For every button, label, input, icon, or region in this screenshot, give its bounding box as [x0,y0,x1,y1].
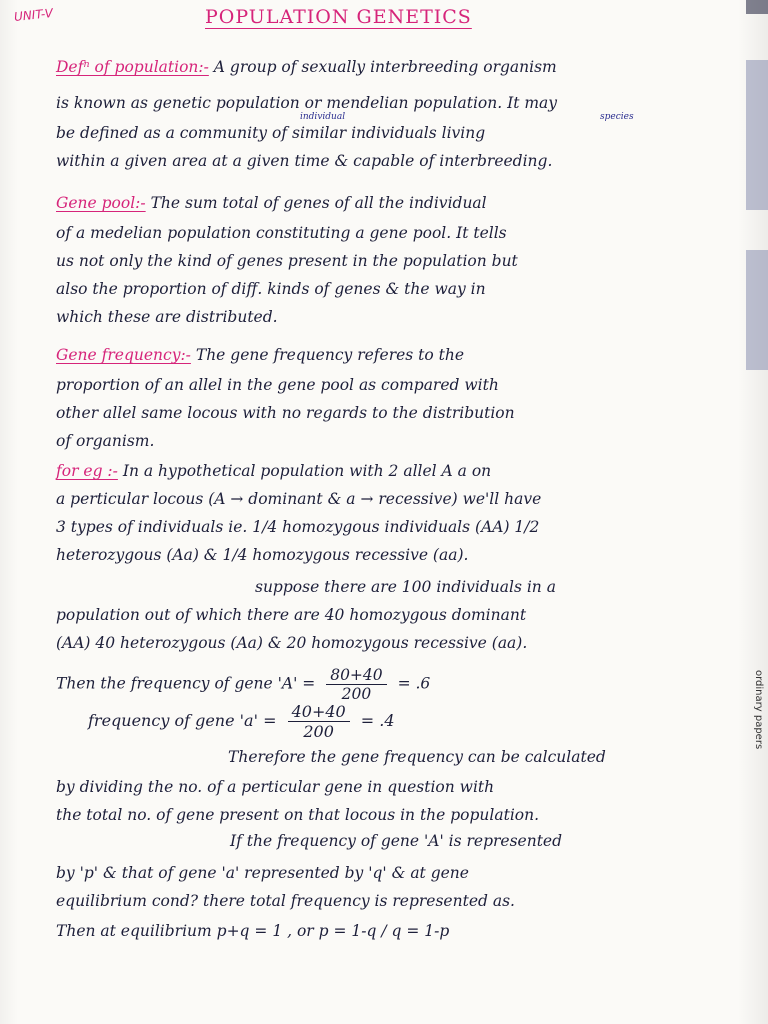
gene-pool-line-5: which these are distributed. [56,308,278,326]
example-text-1: In a hypothetical population with 2 allel A a on [122,462,492,480]
gene-freq-line-1 [56,346,736,364]
gene-pool-line-2: of a medelian population constituting a gene pool. It tells [56,224,507,242]
gene-freq-line-2: proportion of an allel in the gene pool as compared with [56,376,499,394]
gene-pool-text-1: The sum total of genes of all the individual [150,194,487,212]
gene-freq-heading: Gene frequency:- [56,346,191,364]
edge-mark-1 [746,60,768,210]
gene-freq-text-1: The gene frequency referes to the [195,346,465,364]
def-line-1 [56,58,736,76]
freq-a-formula [88,702,395,741]
def-heading: Defⁿ of population:- [56,58,209,76]
gene-pool-heading: Gene pool:- [56,194,146,212]
therefore-line-5: by 'p' & that of gene 'a' represented by 'q' & at gene [56,864,469,882]
example-line-4: heterozygous (Aa) & 1/4 homozygous recessive (aa). [56,546,469,564]
freq-A-result: = .6 [397,674,431,693]
example-label: for eg :- [56,462,118,480]
side-text: ordinary papers [753,670,764,750]
freq-A-denominator: 200 [341,685,372,703]
def-line-2: is known as genetic population or mendelian population. It may [56,94,558,112]
freq-a-label: frequency of gene 'a' = [88,711,277,730]
therefore-line-6: equilibrium cond? there total frequency is represented as. [56,892,515,910]
def-text-1: A group of sexually interbreeding organism [213,58,557,76]
example-line-2: a perticular locous (A → dominant & a → recessive) we'll have [56,490,542,508]
gene-freq-line-3: other allel same locous with no regards to the distribution [56,404,515,422]
edge-mark-2 [746,250,768,370]
example-line-1 [56,462,736,480]
def-insertion-1: individual [300,112,346,122]
gene-pool-line-1 [56,194,736,212]
freq-a-numerator: 40+40 [288,702,350,722]
gene-pool-line-3: us not only the kind of genes present in the population but [56,252,518,270]
gene-freq-line-4: of organism. [56,432,155,450]
therefore-line-4: If the frequency of gene 'A' is represented [230,832,563,850]
therefore-line-2: by dividing the no. of a perticular gene in question with [56,778,495,796]
suppose-line-3: (AA) 40 heterozygous (Aa) & 20 homozygous recessive (aa). [56,634,528,652]
edge-mark-top [746,0,768,14]
page-title: POPULATION GENETICS [205,6,472,28]
suppose-line-1: suppose there are 100 individuals in a [255,578,556,596]
freq-A-label: Then the frequency of gene 'A' = [56,674,316,693]
freq-A-numerator: 80+40 [326,666,386,685]
therefore-line-1: Therefore the gene frequency can be calculated [228,748,606,766]
therefore-line-7: Then at equilibrium p+q = 1 , or p = 1-q / q = 1-p [56,922,450,940]
freq-A-fraction [326,666,386,703]
freq-a-result: = .4 [360,711,395,730]
example-line-3: 3 types of individuals ie. 1/4 homozygous individuals (AA) 1/2 [56,518,540,536]
suppose-line-2: population out of which there are 40 homozygous dominant [56,606,527,624]
therefore-line-3: the total no. of gene present on that locous in the population. [56,806,540,824]
def-line-4: within a given area at a given time & capable of interbreeding. [56,152,553,170]
def-line-3: be defined as a community of similar individuals living [56,124,486,142]
unit-tag: UNIT-V [13,6,54,24]
freq-a-fraction [288,702,350,741]
suppose-line-4 [56,666,736,703]
freq-a-denominator: 200 [303,722,334,741]
def-insertion-2: species [600,112,634,122]
gene-pool-line-4: also the proportion of diff. kinds of genes & the way in [56,280,486,298]
